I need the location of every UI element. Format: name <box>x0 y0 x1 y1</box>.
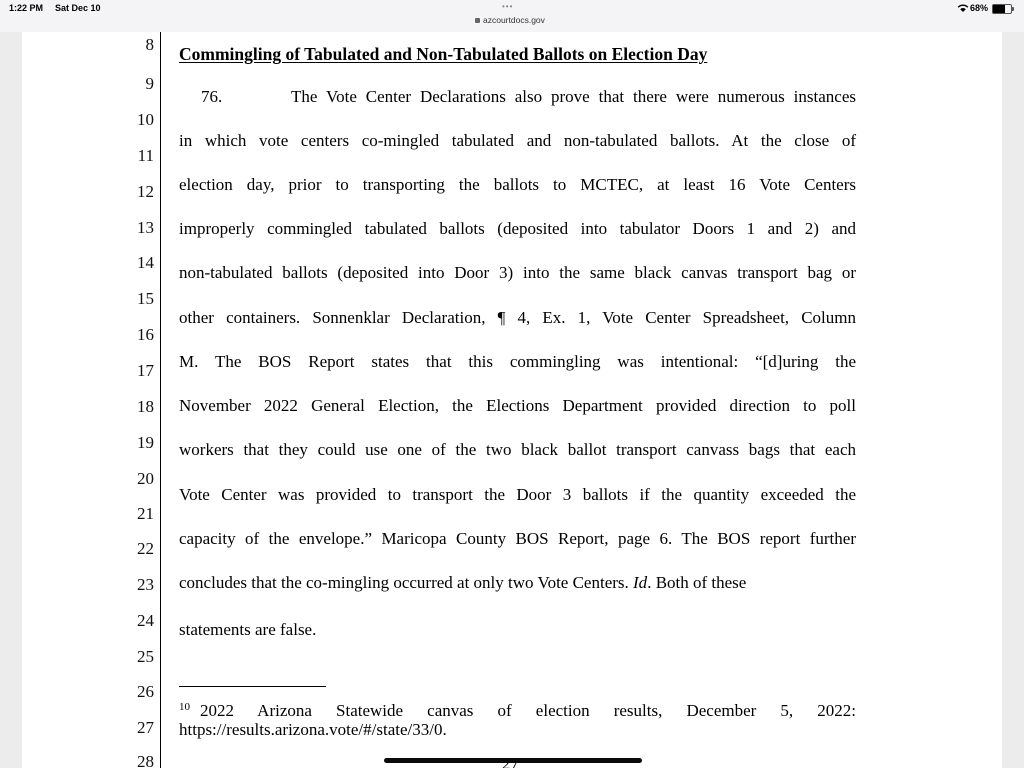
line-number: 20 <box>137 469 154 488</box>
more-dots-icon[interactable]: ••• <box>502 2 514 11</box>
line-number: 13 <box>137 218 154 237</box>
status-bar <box>0 0 1024 32</box>
text-line: Vote Center was provided to transport the Door 3 ballots if the quantity exceeded the <box>179 485 856 504</box>
url-text: azcourtdocs.gov <box>483 15 545 25</box>
line-number: 25 <box>137 647 154 666</box>
line-number: 10 <box>137 110 154 129</box>
line-number: 14 <box>137 253 154 272</box>
line-number: 27 <box>137 718 154 737</box>
margin-rule <box>160 32 161 768</box>
line-number: 15 <box>137 289 154 308</box>
battery-icon <box>992 4 1012 14</box>
lock-icon <box>475 18 480 23</box>
text-line: statements are false. <box>179 620 317 639</box>
line-number: 26 <box>137 682 154 701</box>
line-number: 8 <box>145 35 154 54</box>
line-number-column <box>22 32 154 768</box>
text-line: workers that they could use one of the two black ballot transport canvass bags that each <box>179 440 856 459</box>
text-line <box>179 573 856 593</box>
line-number: 18 <box>137 397 154 416</box>
citation-id: Id <box>633 573 648 592</box>
document-page <box>22 32 1002 768</box>
line-number: 16 <box>137 325 154 344</box>
line-number: 19 <box>137 433 154 452</box>
section-heading: Commingling of Tabulated and Non-Tabulated Ballots on Election Day <box>179 44 708 64</box>
text-line: M. The BOS Report states that this commingling was intentional: “[d]uring the <box>179 352 856 371</box>
text-line-content: The Vote Center Declarations also prove that there were numerous instances <box>291 87 856 106</box>
line-number: 11 <box>137 146 154 165</box>
text-line: November 2022 General Election, the Elections Department provided direction to poll <box>179 396 856 415</box>
text-segment: . Both of these <box>647 573 747 592</box>
text-line: election day, prior to transporting the ballots to MCTEC, at least 16 Vote Centers <box>179 175 856 194</box>
status-time: 1:22 PM <box>9 3 44 13</box>
footnote-link[interactable]: https://results.arizona.vote/#/state/33/0. <box>179 720 447 739</box>
wifi-icon <box>957 3 969 16</box>
battery-percent: 68% <box>970 3 989 13</box>
footnote-line <box>179 697 856 721</box>
line-number: 23 <box>137 575 154 594</box>
text-line: improperly commingled tabulated ballots (deposited into tabulator Doors 1 and 2) and <box>179 219 856 238</box>
line-number: 28 <box>137 752 154 768</box>
paragraph-number: 76. <box>201 87 223 106</box>
footnote-rule <box>179 686 326 687</box>
text-segment: concludes that the co-mingling occurred at only two Vote Centers. <box>179 573 634 592</box>
address-bar[interactable] <box>475 15 545 25</box>
footnote-text: 2022 Arizona Statewide canvas of election results, December 5, 2022: <box>200 701 856 720</box>
text-line: capacity of the envelope.” Maricopa County BOS Report, page 6. The BOS report further <box>179 529 856 548</box>
line-number: 24 <box>137 611 154 630</box>
status-date: Sat Dec 10 <box>55 3 101 13</box>
line-number: 21 <box>137 504 154 523</box>
line-number: 12 <box>137 182 154 201</box>
footnote-marker: 10 <box>179 701 190 713</box>
text-line: in which vote centers co-mingled tabulated and non-tabulated ballots. At the close of <box>179 131 856 150</box>
home-indicator[interactable] <box>384 758 642 763</box>
text-line: non-tabulated ballots (deposited into Door 3) into the same black canvas transport bag or <box>179 263 856 282</box>
text-line <box>179 87 856 107</box>
line-number: 22 <box>137 539 154 558</box>
line-number: 9 <box>145 74 154 93</box>
text-line: other containers. Sonnenklar Declaration, ¶ 4, Ex. 1, Vote Center Spreadsheet, Column <box>179 308 856 327</box>
line-number: 17 <box>137 361 154 380</box>
